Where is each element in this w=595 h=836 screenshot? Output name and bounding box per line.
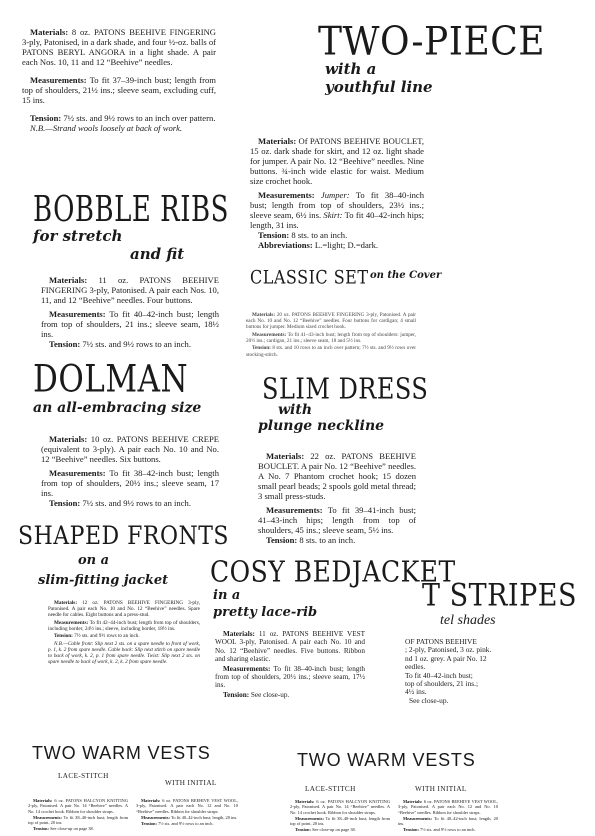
vests-left-title: TWO WARM VESTS [32,743,211,763]
stripes-line: To fit 40–42-inch bust; [405,670,473,680]
cosy-bedjacket-text [215,630,365,703]
cosy-bedjacket-subtitle-2: pretty lace-rib [213,605,318,620]
slim-materials: Materials: 22 oz. PATONS BEEHIVE BOUCLET. A pair No. 12 “Beehive” needles. A No. 7 Phantom crochet hook; 15 dozen small pearl beads; 2 spools gold metal thread; 3 small press-studs. [258,451,416,501]
slim-dress-subtitle-1: with [278,402,313,418]
shaped-note: N.B.—Cable front: Slip next 2 sts. on a spare needle to front of work, p. 1, k. 2 from spare needle. Cable back: Slip next stitch on spare needle to back of work, k. 2, p. 1 from spare needle. Twist: Slip next 2 sts. on spare needle to back of work, k. 2, k. 2 from spare needle. [48,641,200,666]
vests-right-col2-materials: Materials: 6 oz. PATONS BEEHIVE VEST WOOL, 3-ply, Patonised. A pair each No. 12 and No. 10 “Beehive” needles. Ribbon for shoulder straps. [398,799,498,815]
vests-right-col1-measurements: Measurements: To fit 38–40-inch bust; length from top of point, 20 ins. [290,815,390,827]
vests-left-col2-measurements: Measurements: To fit 40–42-inch bust; length, 20 ins. [141,814,238,820]
stripes-line: nd 1 oz. grey. A pair No. 12 [405,653,487,663]
vests-right-col2-text [398,799,498,834]
stripes-crop [370,578,595,730]
vests-left-col2-tension: Tension: 7½ sts. and 9½ rows to an inch. [141,821,214,827]
dolman-measurements: Measurements: To fit 38–42-inch bust; length from top of shoulders, 20½ ins.; sleeve seam, 17 ins. [41,468,219,498]
dolman-materials: Materials: 10 oz. PATONS BEEHIVE CREPE (equivalent to 3-ply). A pair each No. 10 and No. 12 “Beehive” needles. Six buttons. [41,434,219,464]
two-piece-tension: Tension: 8 sts. to an inch. [258,230,348,240]
two-piece-title: TWO-PIECE [318,20,546,65]
shaped-tension: Tension: 7½ sts. and 9½ rows to an inch. [54,633,140,640]
slim-dress-title: SLIM DRESS [262,372,429,406]
slim-measurements: Measurements: To fit 39–41-inch bust; 41–43-inch hips; length from top of shoulders, 45 ins.; sleeve seam, 5½ ins. [258,505,417,535]
vests-left-col1-measurements: Measurements: To fit 38–40-inch bust; length from top of point, 20 ins. [28,814,128,826]
vests-right-col2-measurements: Measurements: To fit 40–42-inch bust; length, 20 ins. [398,815,498,827]
stripes-text [405,638,595,705]
dolman-subtitle: an all-embracing size [33,400,202,416]
stripes-line: ; 2-ply, Patonised, 3 oz. pink. [405,645,492,655]
shaped-fronts-subtitle-2: slim-fitting jacket [38,573,169,588]
slim-dress-subtitle-2: plunge neckline [258,418,385,434]
two-piece-abbreviations: Abbreviations: L.=light; D.=dark. [258,240,379,250]
intro-note: N.B.—Strand wools loosely at back of work. [30,123,183,133]
stripes-line: 4½ ins. [405,687,427,697]
two-piece-subtitle-1: with a [325,60,377,78]
shaped-measurements: Measurements: To fit 42–44-inch bust; length from top of shoulders, including border, 24½ ins.; sleeve, including border, 18½ ins. [48,619,201,632]
vests-right-title: TWO WARM VESTS [297,750,476,770]
bobble-ribs-text [41,275,219,353]
bobble-ribs-title: BOBBLE RIBS [33,190,229,231]
vests-right-col1-text [290,799,390,834]
dolman-text [41,434,219,512]
vests-left-col2-text [136,798,238,827]
classic-measurements: Measurements: To fit 41–43-inch bust; length from top of shoulders: jumper, 20½ ins.; cardigan, 21 ins.; sleeve seam, 18 and 5½ ins. [246,331,417,344]
stripes-line: OF PATONS BEEHIVE [405,637,477,646]
bobble-ribs-subtitle-1: for stretch [33,227,123,245]
vests-left-col1-materials: Materials: 6 oz. PATONS HALCYON KNITTING 2-ply, Patonised. A pair No. 14 “Beehive” needles. A No. 14 crochet hook. Ribbon for shoulder straps. [28,798,128,814]
stripes-line: top of shoulders, 21 ins.; [405,679,479,689]
two-piece-measurements: Measurements: Jumper: To fit 38–40-inch bust; length from top of shoulders, 23½ ins.; sleeve seam, 6½ ins. Skirt: To fit 40–42-inch hips; length, 31 ins. [250,190,424,230]
cosy-materials: Materials: 11 oz. PATONS BEEHIVE VEST WOOL 3-ply, Patonised. A pair each No. 10 and No. 12 “Beehive” needles. Five buttons. Ribbon and sharing elastic. [215,630,365,664]
vests-right-col2-tension: Tension: 7½ sts. and 9½ rows to an inch. [403,827,476,833]
stripes-title: T STRIPES [422,578,577,614]
cosy-measurements: Measurements: To fit 38–40-inch bust; length from top of shoulders, 20½ ins.; sleeve seam, 17½ ins. [215,664,365,690]
shaped-materials: Materials: 12 oz. PATONS BEEHIVE FINGERING 3-ply, Patonised. A pair each No. 10 and No. 12 “Beehive” needles. Spare needle for cables. Eight buttons and a press-stud. [48,600,201,619]
bobble-ribs-subtitle-2: and fit [130,245,185,263]
classic-set-text [246,312,416,359]
stripes-tension: See close-up. [409,695,449,705]
cosy-tension: Tension: See close-up. [223,690,290,699]
classic-tension: Tension: 8 sts. and 10 rows to an inch over pattern; 7½ sts. and 9½ rows over stocking-stitch. [246,345,416,358]
classic-set-title: CLASSIC SET [250,266,369,288]
intro-materials: Materials: 8 oz. PATONS BEEHIVE FINGERING 3-ply, Patonised, in a dark shade, and four ½-oz. balls of PATONS BERYL ANGORA in a light shade. A pair each Nos. 10, 11 and 12 “Beehive” needles. [22,27,216,67]
vests-left-col1-tension: Tension: See close-up on page 38. [33,826,94,832]
classic-materials: Materials: 20 oz. PATONS BEEHIVE FINGERING 3-ply, Patonised. A pair each No. 10 and No. 12 “Beehive” needles. Four buttons for cardigan; 4 small buttons for jumper. Medium sized crochet hook. [246,312,417,331]
shaped-fronts-title: SHAPED FRONTS [18,522,229,551]
two-piece-subtitle-2: youthful line [325,78,433,96]
shaped-fronts-subtitle-1: on a [78,553,110,568]
vests-right-col1-tension: Tension: See close-up on page 38. [295,827,356,833]
dolman-title: DOLMAN [33,358,189,402]
intro-text [22,27,216,137]
dolman-tension: Tension: 7½ sts. and 9½ rows to an inch. [49,498,191,508]
cosy-bedjacket-subtitle-1: in a [213,588,241,603]
bobble-materials: Materials: 11 oz. PATONS BEEHIVE FINGERING 3-ply, Patonised. A pair each Nos. 10, 11, and 12 “Beehive” needles. Four buttons. [41,275,219,305]
slim-dress-text [258,451,416,549]
vests-right-col2-heading: WITH INITIAL [415,785,467,793]
slim-tension: Tension: 8 sts. to an inch. [266,535,356,545]
bobble-tension: Tension: 7½ sts. and 9½ rows to an inch. [49,339,191,349]
two-piece-materials: Materials: Of PATONS BEEHIVE BOUCLET, 15 oz. dark shade for skirt, and 12 oz. light shade for jumper. A pair No. 12 “Beehive” needles. Nine buttons. ¾-inch wide elastic for waist. Medium size crochet hook. [250,136,424,186]
vests-left-col2-materials: Materials: 6 oz. PATONS BEEHIVE VEST WOOL, 3-ply, Patonised. A pair each No. 12 and No. 10 “Beehive” needles. Ribbon for shoulder straps. [136,798,238,814]
vests-right-col1-heading: LACE-STITCH [305,785,356,793]
vests-left-col1-heading: LACE-STITCH [58,772,109,780]
stripes-subtitle: tel shades [440,613,496,628]
stripes-line: eedles. [405,662,426,672]
intro-tension: Tension: 7½ sts. and 9½ rows to an inch over pattern. [30,113,216,123]
cosy-bedjacket-title: COSY BEDJACKET [210,555,456,589]
intro-measurements: Measurements: To fit 37–39-inch bust; length from top of shoulders, 21½ ins.; sleeve seam, excluding cuff, 15 ins. [22,75,216,105]
bobble-measurements: Measurements: To fit 40–42-inch bust; length from top of shoulders, 21 ins.; sleeve seam, 18½ ins. [41,309,219,339]
vests-left-col1-text [28,798,128,833]
two-piece-text [250,136,424,254]
shaped-fronts-text [48,600,200,667]
vests-left-col2-heading: WITH INITIAL [165,779,217,787]
classic-set-subtitle: on the Cover [370,270,442,281]
vests-right-col1-materials: Materials: 6 oz. PATONS HALCYON KNITTING 2-ply, Patonised. A pair No. 14 “Beehive” needles. A No. 14 crochet hook. Ribbon for shoulder straps. [290,799,390,815]
